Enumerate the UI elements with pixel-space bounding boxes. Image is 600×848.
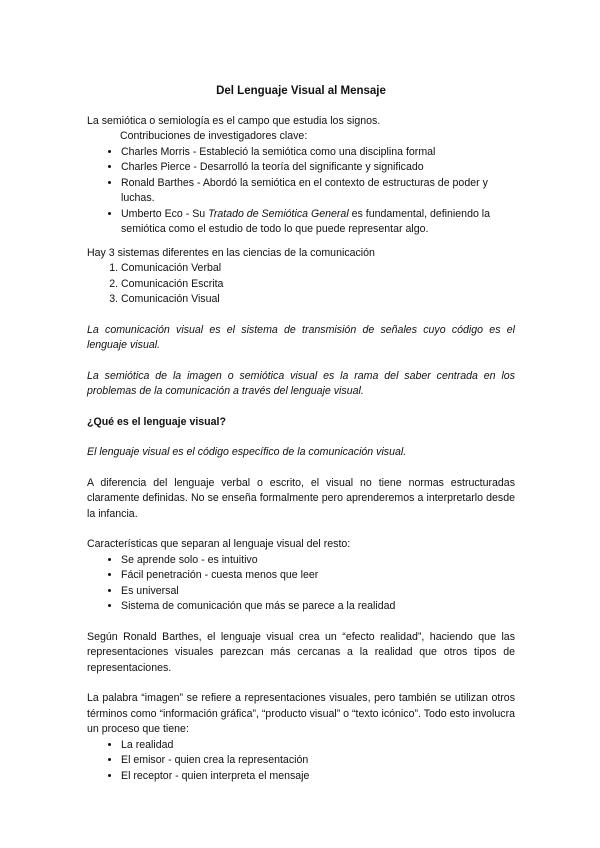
systems-heading: Hay 3 sistemas diferentes en las ciencias de la comunicación	[87, 246, 375, 259]
contributions-heading: Contribuciones de investigadores clave:	[120, 130, 308, 142]
intro-paragraph: La semiótica o semiología es el campo que estudia los signos.	[87, 114, 381, 127]
list-item: • Fácil penetración - cuesta menos que leer	[121, 568, 515, 584]
eco-book-title: Tratado de Semiótica General	[208, 207, 349, 220]
features-list	[87, 553, 515, 615]
list-item: • Ronald Barthes - Abordó la semiótica en el contexto de estructuras de poder y luchas.	[121, 176, 515, 207]
list-item: • Charles Morris - Estableció la semiótica como una disciplina formal	[121, 145, 515, 161]
contributors-list	[87, 145, 515, 238]
difference-paragraph: A diferencia del lenguaje verbal o escrito, el visual no tiene normas estructuradas claramente definidas. No se enseña formalmente pero aprenderemos a interpretarlo desde la infancia.	[87, 476, 515, 520]
list-item: • El emisor - quien crea la representación	[121, 753, 515, 769]
process-list	[87, 738, 515, 785]
list-item: 1. Comunicación Verbal	[121, 261, 515, 277]
list-item: • Se aprende solo - es intuitivo	[121, 553, 515, 569]
list-item: • Charles Pierce - Desarrolló la teoría del significante y significado	[121, 160, 515, 176]
document-page	[87, 84, 515, 784]
systems-list	[87, 261, 515, 308]
list-item: • El receptor - quien interpreta el mensaje	[121, 769, 515, 785]
list-item: 2. Comunicación Escrita	[121, 277, 515, 293]
list-item: • Sistema de comunicación que más se parece a la realidad	[121, 599, 515, 615]
barthes-paragraph: Según Ronald Barthes, el lenguaje visual crea un “efecto realidad”, haciendo que las representaciones visuales parezcan más cercanas a la realidad que otros tipos de representaciones.	[87, 630, 515, 674]
features-heading: Características que separan al lenguaje visual del resto:	[87, 538, 351, 550]
list-item: • Es universal	[121, 584, 515, 600]
visual-semiotics-definition: La semiótica de la imagen o semiótica visual es la rama del saber centrada en los problemas de la comunicación a través del lenguaje visual.	[87, 369, 515, 397]
page-title: Del Lenguaje Visual al Mensaje	[216, 85, 386, 97]
eco-text-after: es fundamental, definiendo la semiótica como el estudio de todo lo que puede representar algo.	[121, 207, 491, 235]
list-item	[121, 207, 515, 238]
section-question-heading: ¿Qué es el lenguaje visual?	[87, 415, 226, 428]
visual-language-answer: El lenguaje visual es el código específico de la comunicación visual.	[87, 446, 407, 458]
list-item: 3. Comunicación Visual	[121, 292, 515, 308]
visual-communication-definition: La comunicación visual es el sistema de transmisión de señales cuyo código es el lenguaje visual.	[87, 323, 515, 351]
list-item: • La realidad	[121, 738, 515, 754]
eco-text-before: Umberto Eco - Su	[121, 207, 209, 220]
imagen-paragraph: La palabra “imagen” se refiere a representaciones visuales, pero también se utilizan otros términos como “información gráfica”, “producto visual” o “texto icónico”. Todo esto involucra un proceso que tiene:	[87, 692, 515, 735]
